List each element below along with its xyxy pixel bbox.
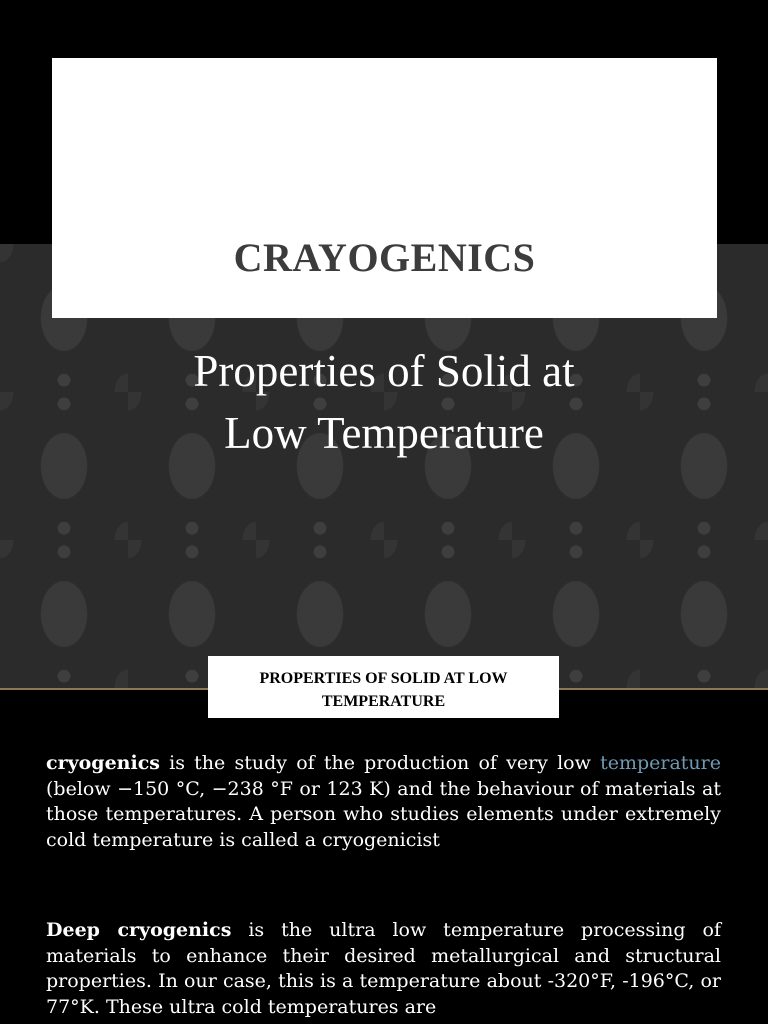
subtitle-line-1: Properties of Solid at — [193, 346, 575, 396]
para1-text-a: is the study of the production of very low — [159, 752, 601, 774]
paragraph-deep-cryogenics — [46, 918, 721, 1020]
title-box — [52, 58, 717, 318]
para2-text: is the ultra low temperature processing of materials to enhance their desired metallurgical and structural properties. In our case, this is a temperature about -320°F, -196°C, or 77°K. These ultra cold temperatures are — [46, 919, 721, 1018]
section-heading-line-2: TEMPERATURE — [321, 693, 446, 710]
slide-title: CRAYOGENICS — [233, 235, 536, 280]
section-heading-line-1: PROPERTIES OF SOLID AT LOW — [259, 670, 508, 687]
subtitle-line-2: Low Temperature — [224, 408, 544, 458]
term-deep-cryogenics: Deep cryogenics — [46, 919, 232, 941]
temperature-link[interactable]: temperature — [600, 752, 721, 774]
para1-text-b: (below −150 °C, −238 °F or 123 K) and the behaviour of materials at those temperatures. A person who studies elements under extremely cold temperature is called a cryogenicist — [46, 777, 721, 851]
paragraph-cryogenics — [46, 751, 721, 853]
slide-subtitle — [0, 340, 768, 464]
section-heading-box — [208, 656, 559, 718]
term-cryogenics: cryogenics — [46, 752, 160, 774]
